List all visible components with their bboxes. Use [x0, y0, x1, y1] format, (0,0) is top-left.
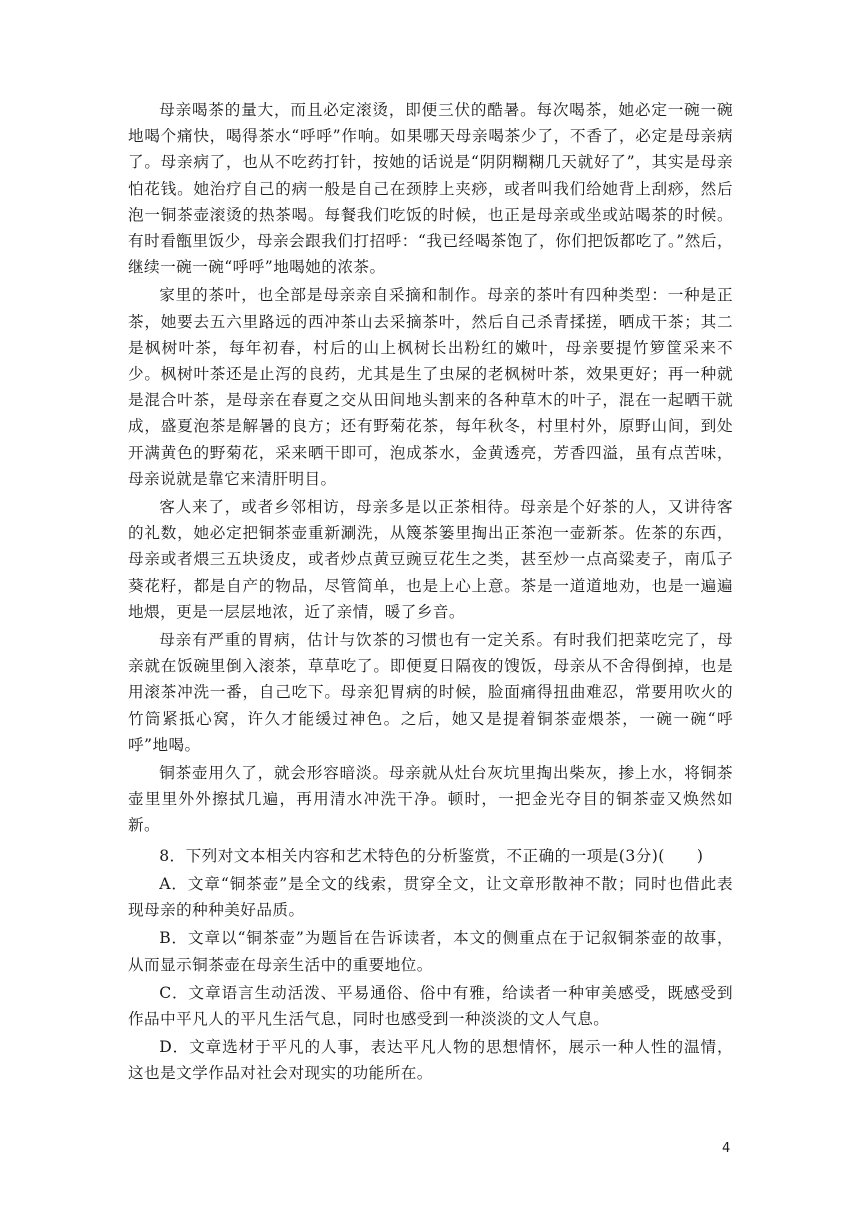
body-text [128, 97, 733, 1089]
paragraph-5: 铜茶壶用久了，就会形容暗淡。母亲就从灶台灰坑里掏出柴灰，掺上水，将铜茶壶里里外外擦拭几遍，再用清水冲洗干净。顿时，一把金光夺目的铜茶壶又焕然如新。 [128, 764, 733, 835]
option-c: C．文章语言生动活泼、平易通俗、俗中有雅，给读者一种审美感受，既感受到作品中平凡人的平凡生活气息，同时也感受到一种淡淡的文人气息。 [128, 983, 733, 1028]
question-stem: 8．下列对文本相关内容和艺术特色的分析鉴赏，不正确的一项是(3分)( ) [159, 846, 704, 865]
page-number: 4 [722, 1141, 731, 1156]
option-b: B．文章以“铜茶壶”为题旨在告诉读者，本文的侧重点在于记叙铜茶壶的故事，从而显示铜茶壶在母亲生活中的重要地位。 [128, 929, 733, 974]
option-a: A．文章“铜茶壶”是全文的线索，贯穿全文，让文章形散神不散；同时也借此表现母亲的种种美好品质。 [128, 874, 733, 920]
paragraph-4: 母亲有严重的胃病，估计与饮茶的习惯也有一定关系。有时我们把菜吃完了，母亲就在饭碗里倒入滚茶，草草吃了。即便夏日隔夜的馊饭，母亲从不舍得倒掉，也是用滚茶冲洗一番，自己吃下。母亲犯胃病的时候，脸面痛得扭曲难忍，常要用吹火的竹筒紧抵心窝，许久才能缓过神色。之后，她又是提着铜茶壶煨茶，一碗一碗“呼呼”地喝。 [128, 631, 733, 754]
paragraph-2: 家里的茶叶，也全部是母亲亲自采摘和制作。母亲的茶叶有四种类型：一种是正茶，她要去五六里路远的西冲茶山去采摘茶叶，然后自己杀青揉搓，晒成干茶；其二是枫树叶茶，每年初春，村后的山上枫树长出粉红的嫩叶，母亲要提竹箩筐采来不少。枫树叶茶还是止泻的良药，尤其是生了虫屎的老枫树叶茶，效果更好；再一种就是混合叶茶，是母亲在春夏之交从田间地头割来的各种草木的叶子，混在一起晒干就成，盛夏泡茶是解暑的良方；还有野菊花茶，每年秋冬，村里村外，原野山间，到处开满黄色的野菊花，采来晒干即可，泡成茶水，金黄透亮，芳香四溢，虽有点苦味，母亲说就是靠它来清肝明目。 [128, 286, 733, 488]
option-d: D．文章选材于平凡的人事，表达平凡人物的思想情怀，展示一种人性的温情，这也是文学作品对社会对现实的功能所在。 [128, 1038, 733, 1083]
paragraph-1: 母亲喝茶的量大，而且必定滚烫，即便三伏的酷暑。每次喝茶，她必定一碗一碗地喝个痛快，喝得茶水“呼呼”作响。如果哪天母亲喝茶少了，不香了，必定是母亲病了。母亲病了，也从不吃药打针，按她的话说是“阴阴糊糊几天就好了”，其实是母亲怕花钱。她治疗自己的病一般是自己在颈脖上夹痧，或者叫我们给她背上刮痧，然后泡一铜茶壶滚烫的热茶喝。每餐我们吃饭的时候，也正是母亲或坐或站喝茶的时候。有时看甑里饭少，母亲会跟我们打招呼：“我已经喝茶饱了，你们把饭都吃了。”然后，继续一碗一碗“呼呼”地喝她的浓茶。 [128, 101, 733, 277]
paragraph-3: 客人来了，或者乡邻相访，母亲多是以正茶相待。母亲是个好茶的人，又讲待客的礼数，她必定把铜茶壶重新涮洗，从篾茶篓里掏出正茶泡一壶新茶。佐茶的东西，母亲或者煨三五块烫皮，或者炒点黄豆豌豆花生之类，甚至炒一点高粱麦子，南瓜子葵花籽，都是自产的物品，尽管简单，也是上心上意。茶是一道道地劝，也是一遍遍地煨，更是一层层地浓，近了亲情，暖了乡音。 [128, 498, 733, 621]
